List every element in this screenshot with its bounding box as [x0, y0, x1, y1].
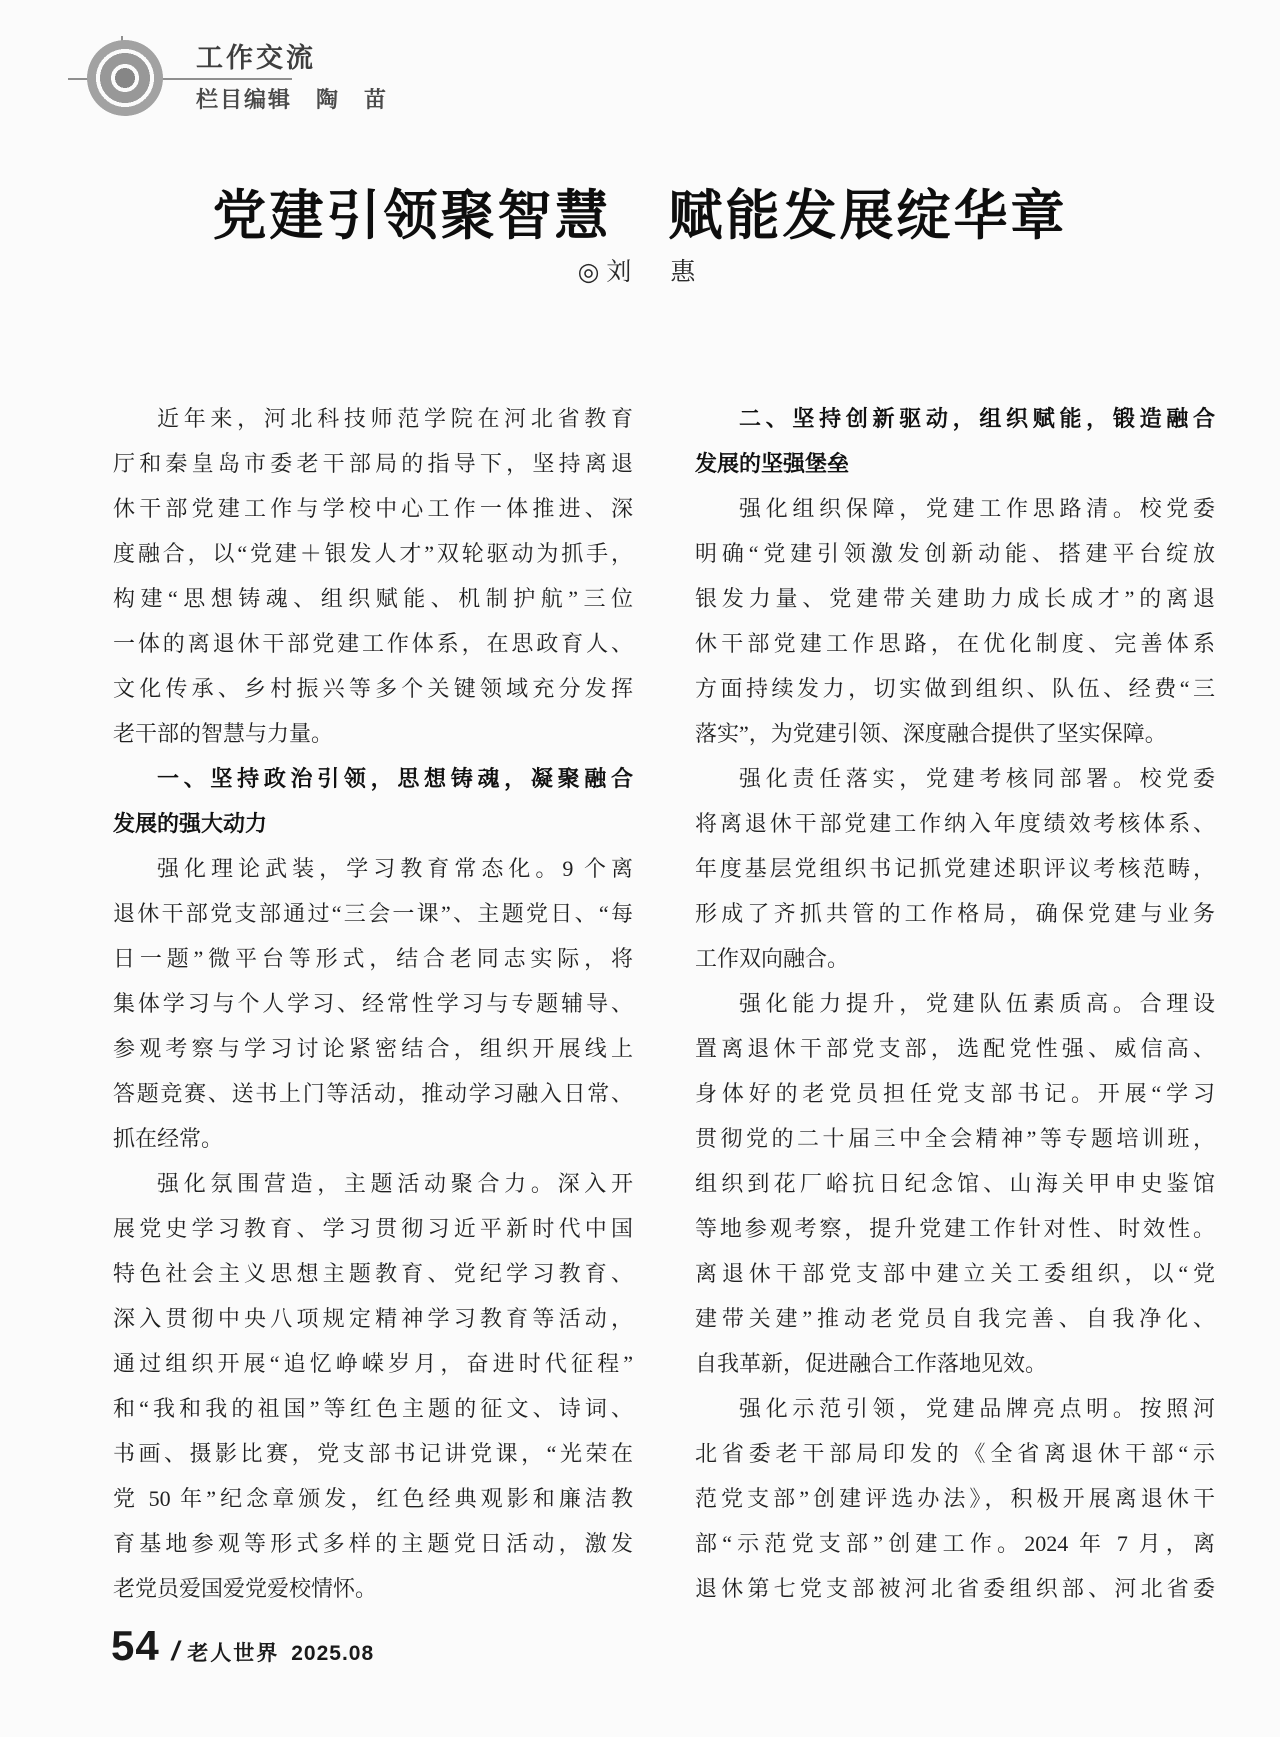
article-author: ◎刘 惠	[577, 259, 703, 286]
body-text-line: 等地参观考察，提升党建工作针对性、时效性。	[695, 1216, 1215, 1241]
journal-name: 老人世界	[187, 1642, 280, 1665]
body-text-line: 强化组织保障，党建工作思路清。校党委	[739, 496, 1215, 521]
column-editor-credit: 栏目编辑 陶 苗	[196, 87, 389, 112]
body-text-line: 部“示范党支部”创建工作。2024 年 7 月，离	[695, 1531, 1215, 1556]
article-title: 党建引领聚智慧 赋能发展绽华章	[212, 186, 1068, 247]
body-text-line: 育基地参观等形式多样的主题党日活动，激发	[113, 1531, 633, 1556]
body-text-line: 强化氛围营造，主题活动聚合力。深入开	[157, 1171, 633, 1196]
body-text-line: 强化示范引领，党建品牌亮点明。按照河	[739, 1396, 1215, 1421]
body-text-line: 落实”，为党建引领、深度融合提供了坚实保障。	[695, 721, 1167, 746]
body-text-line: 强化能力提升，党建队伍素质高。合理设	[739, 991, 1215, 1016]
body-text-line: 老党员爱国爱党爱校情怀。	[113, 1576, 378, 1601]
body-text-line: 明确“党建引领激发创新动能、搭建平台绽放	[695, 541, 1215, 566]
body-text-line: 形成了齐抓共管的工作格局，确保党建与业务	[695, 901, 1215, 926]
body-text-line: 近年来，河北科技师范学院在河北省教育	[157, 406, 633, 431]
body-text-line: 休干部党建工作与学校中心工作一体推进、深	[113, 496, 633, 521]
body-text-line: 通过组织开展“追忆峥嵘岁月，奋进时代征程”	[113, 1351, 633, 1376]
body-text-line: 工作双向融合。	[695, 946, 850, 971]
body-text-line: 度融合，以“党建＋银发人才”双轮驱动为抓手，	[113, 541, 633, 566]
body-text-line: 退休第七党支部被河北省委组织部、河北省委	[695, 1576, 1215, 1601]
body-text-line: 休干部党建工作思路，在优化制度、完善体系	[695, 631, 1215, 656]
section-heading-line: 发展的强大动力	[113, 811, 268, 836]
body-text-line: 深入贯彻中央八项规定精神学习教育等活动，	[113, 1306, 633, 1331]
body-text-line: 答题竞赛、送书上门等活动，推动学习融入日常、	[113, 1081, 633, 1106]
section-title: 工作交流	[196, 43, 316, 73]
section-heading-line: 一、坚持政治引领，思想铸魂，凝聚融合	[157, 766, 633, 791]
body-text-line: 北省委老干部局印发的《全省离退休干部“示	[695, 1441, 1215, 1466]
body-text-line: 集体学习与个人学习、经常性学习与专题辅导、	[113, 991, 633, 1016]
page-header	[196, 42, 388, 114]
bullseye-target-icon	[87, 40, 163, 116]
body-text-line: 强化责任落实，党建考核同部署。校党委	[739, 766, 1215, 791]
page-footer	[111, 1622, 374, 1670]
body-text-line: 退休干部党支部通过“三会一课”、主题党日、“每	[113, 901, 633, 926]
body-text-line: 方面持续发力，切实做到组织、队伍、经费“三	[695, 676, 1215, 701]
body-text-line: 组织到花厂峪抗日纪念馆、山海关甲申史鉴馆	[695, 1171, 1215, 1196]
body-text-line: 建带关建”推动老党员自我完善、自我净化、	[695, 1306, 1215, 1331]
column-left	[113, 396, 633, 1611]
body-text-line: 党 50 年”纪念章颁发，红色经典观影和廉洁教	[113, 1486, 633, 1511]
body-text-line: 厅和秦皇岛市委老干部局的指导下，坚持离退	[113, 451, 633, 476]
body-text-line: 日一题”微平台等形式，结合老同志实际，将	[113, 946, 633, 971]
body-text-line: 抓在经常。	[113, 1126, 224, 1151]
body-text-line: 特色社会主义思想主题教育、党纪学习教育、	[113, 1261, 633, 1286]
section-heading-line: 发展的坚强堡垒	[695, 451, 850, 476]
body-text-line: 文化传承、乡村振兴等多个关键领域充分发挥	[113, 676, 633, 701]
article-body	[113, 396, 1215, 1611]
section-heading-line: 二、坚持创新驱动，组织赋能，锻造融合	[739, 406, 1215, 431]
body-text-line: 离退休干部党支部中建立关工委组织，以“党	[695, 1261, 1215, 1286]
body-text-line: 贯彻党的二十届三中全会精神”等专题培训班，	[695, 1126, 1215, 1151]
body-text-line: 一体的离退休干部党建工作体系，在思政育人、	[113, 631, 633, 656]
body-text-line: 身体好的老党员担任党支部书记。开展“学习	[695, 1081, 1215, 1106]
footer-slash: /	[168, 1636, 183, 1666]
body-text-line: 将离退休干部党建工作纳入年度绩效考核体系、	[695, 811, 1215, 836]
body-text-line: 置离退休干部党支部，选配党性强、威信高、	[695, 1036, 1215, 1061]
body-text-line: 参观考察与学习讨论紧密结合，组织开展线上	[113, 1036, 633, 1061]
body-text-line: 范党支部”创建评选办法》，积极开展离退休干	[695, 1486, 1215, 1511]
body-text-line: 强化理论武装，学习教育常态化。9 个离	[157, 856, 633, 881]
body-text-line: 银发力量、党建带关建助力成长成才”的离退	[695, 586, 1215, 611]
body-text-line: 书画、摄影比赛，党支部书记讲党课，“光荣在	[113, 1441, 633, 1466]
issue-date: 2025.08	[291, 1642, 375, 1665]
body-text-line: 年度基层党组织书记抓党建述职评议考核范畴，	[695, 856, 1215, 881]
body-text-line: 构建“思想铸魂、组织赋能、机制护航”三位	[113, 586, 633, 611]
body-text-line: 和“我和我的祖国”等红色主题的征文、诗词、	[113, 1396, 633, 1421]
body-text-line: 老干部的智慧与力量。	[113, 721, 334, 746]
column-right	[695, 396, 1215, 1611]
page-number: 54	[111, 1622, 160, 1669]
body-text-line: 自我革新，促进融合工作落地见效。	[695, 1351, 1048, 1376]
body-text-line: 展党史学习教育、学习贯彻习近平新时代中国	[113, 1216, 633, 1241]
